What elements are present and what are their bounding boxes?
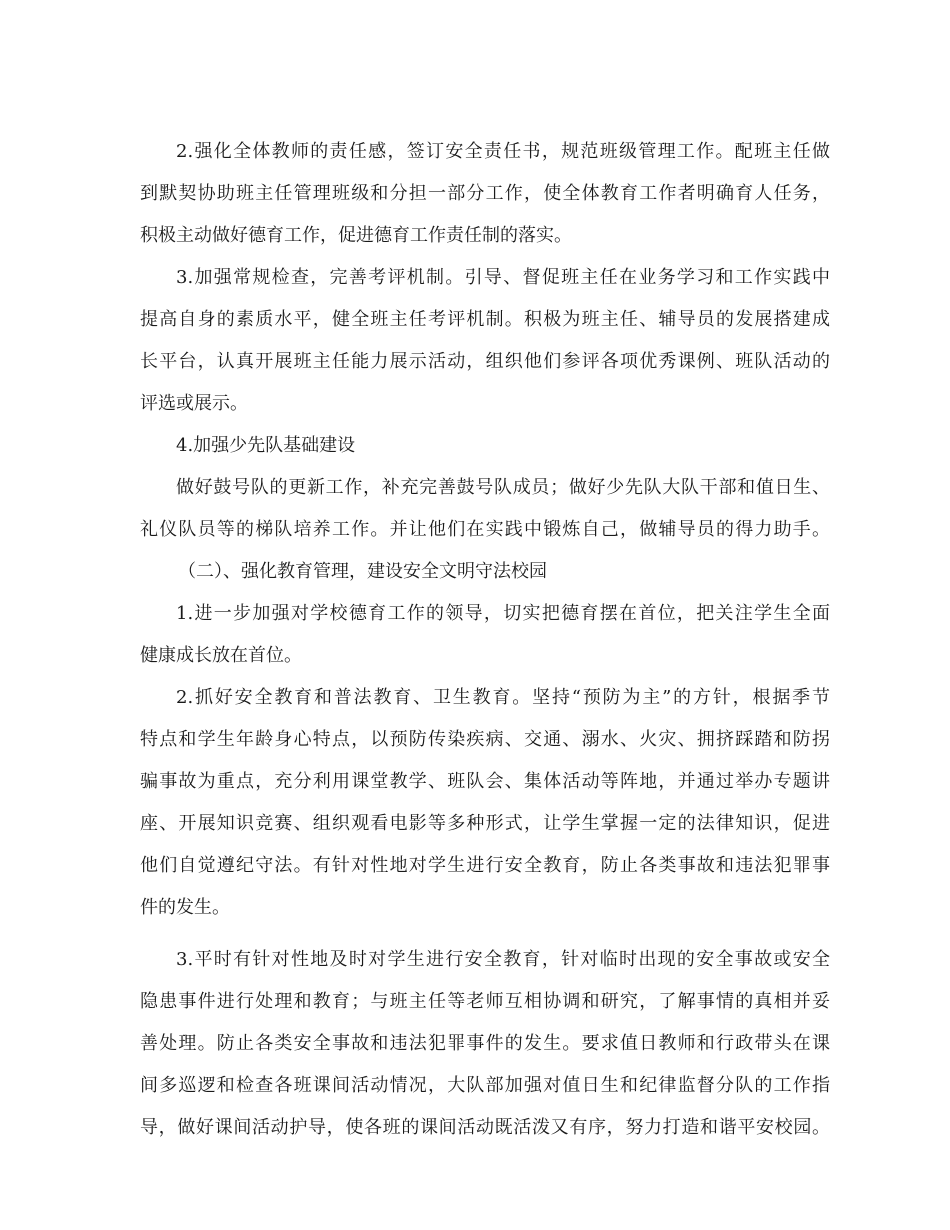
paragraph-line: 做好鼓号队的更新工作，补充完善鼓号队成员；做好少先队大队干部和值日生、: [176, 477, 830, 498]
paragraph-line: 3.平时有针对性地及时对学生进行安全教育，针对临时出现的安全事故或安全: [176, 949, 830, 970]
paragraph-line: 评选或展示。: [140, 393, 248, 414]
paragraph-line: 健康成长放在首位。: [140, 645, 302, 666]
section-heading: （二）、强化教育管理，建设安全文明守法校园: [178, 561, 547, 582]
paragraph-line: 到默契协助班主任管理班级和分担一部分工作，使全体教育工作者明确育人任务，: [140, 183, 830, 204]
paragraph-line: 3.加强常规检查，完善考评机制。引导、督促班主任在业务学习和工作实践中: [176, 267, 830, 288]
paragraph-line: 骗事故为重点，充分利用课堂教学、班队会、集体活动等阵地，并通过举办专题讲: [140, 771, 830, 792]
paragraph-line: 特点和学生年龄身心特点，以预防传染疾病、交通、溺水、火灾、拥挤踩踏和防拐: [140, 729, 830, 750]
paragraph-line: 他们自觉遵纪守法。有针对性地对学生进行安全教育，防止各类事故和违法犯罪事: [140, 855, 830, 876]
paragraph-line: 长平台，认真开展班主任能力展示活动，组织他们参评各项优秀课例、班队活动的: [140, 351, 830, 372]
paragraph-line: 提高自身的素质水平，健全班主任考评机制。积极为班主任、辅导员的发展搭建成: [140, 309, 830, 330]
paragraph-line: 件的发生。: [140, 897, 230, 918]
paragraph-line: 导，做好课间活动护导，使各班的课间活动既活泼又有序，努力打造和谐平安校园。: [140, 1117, 830, 1138]
section-heading: 4.加强少先队基础建设: [176, 435, 356, 456]
paragraph-line: 积极主动做好德育工作，促进德育工作责任制的落实。: [140, 225, 572, 246]
paragraph-line: 2.强化全体教师的责任感，签订安全责任书，规范班级管理工作。配班主任做: [176, 141, 830, 162]
paragraph-line: 礼仪队员等的梯队培养工作。并让他们在实践中锻炼自己，做辅导员的得力助手。: [140, 519, 830, 540]
paragraph-line: 1.进一步加强对学校德育工作的领导，切实把德育摆在首位，把关注学生全面: [176, 603, 830, 624]
paragraph-line: 2.抓好安全教育和普法教育、卫生教育。坚持“预防为主”的方针，根据季节: [176, 687, 830, 708]
paragraph-line: 座、开展知识竞赛、组织观看电影等多种形式，让学生掌握一定的法律知识，促进: [140, 813, 830, 834]
paragraph-line: 隐患事件进行处理和教育；与班主任等老师互相协调和研究，了解事情的真相并妥: [140, 991, 830, 1012]
paragraph-line: 善处理。防止各类安全事故和违法犯罪事件的发生。要求值日教师和行政带头在课: [140, 1033, 830, 1054]
paragraph-line: 间多巡逻和检查各班课间活动情况，大队部加强对值日生和纪律监督分队的工作指: [140, 1075, 830, 1096]
